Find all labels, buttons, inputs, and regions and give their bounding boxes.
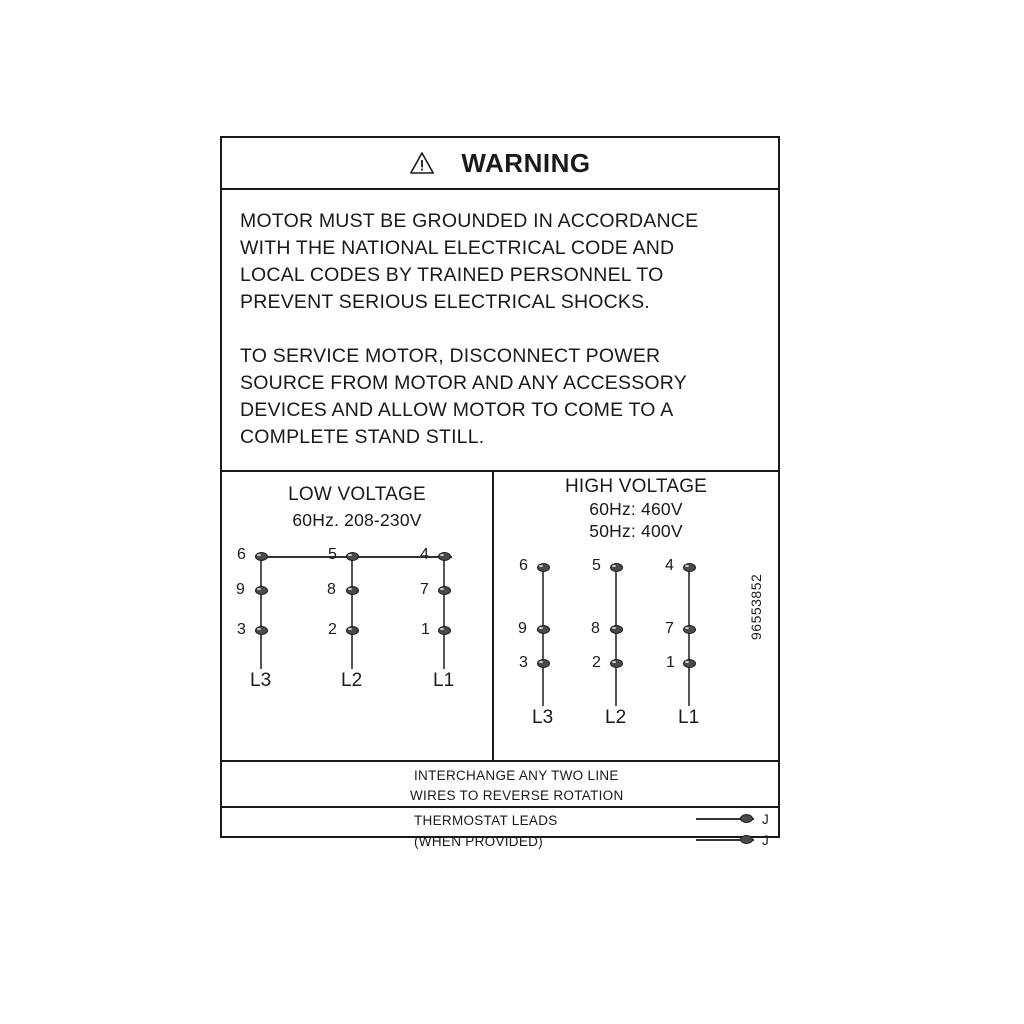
terminal-label-4: 4	[665, 557, 674, 574]
high-voltage-subtitle-50hz: 50Hz: 400V	[589, 521, 683, 541]
terminal-node	[438, 626, 451, 635]
wire-3-to-l3	[542, 664, 544, 706]
wire-5-to-8	[351, 559, 353, 589]
terminal-label-8: 8	[591, 620, 600, 637]
wire-9-to-3	[542, 630, 544, 662]
low-voltage-title: LOW VOLTAGE	[288, 484, 426, 505]
warning-p2-l2: SOURCE FROM MOTOR AND ANY ACCESSORY	[240, 372, 687, 394]
warning-p2-l1: TO SERVICE MOTOR, DISCONNECT POWER	[240, 345, 661, 367]
high-voltage-pane	[494, 472, 778, 760]
warning-p2-l4: COMPLETE STAND STILL.	[240, 426, 485, 448]
low-voltage-subtitle: 60Hz. 208-230V	[292, 510, 422, 530]
terminal-label-3: 3	[519, 654, 528, 671]
wire-6-to-9	[260, 559, 262, 589]
thermostat-terminal-label-j1: J	[762, 812, 769, 827]
terminal-node	[537, 659, 550, 668]
thermostat-terminal-node	[740, 835, 753, 844]
terminal-label-9: 9	[236, 581, 245, 598]
warning-p2-l3: DEVICES AND ALLOW MOTOR TO COME TO A	[240, 399, 674, 421]
terminal-label-4: 4	[420, 546, 429, 563]
terminal-label-5: 5	[592, 557, 601, 574]
line-label-l2: L2	[605, 707, 627, 728]
terminal-label-1: 1	[421, 621, 430, 638]
wire-2-to-l2	[351, 631, 353, 669]
line-label-l2: L2	[341, 670, 363, 691]
line-label-l3: L3	[250, 670, 272, 691]
line-label-l1: L1	[678, 707, 700, 728]
line-label-l3: L3	[532, 707, 554, 728]
thermostat-label-line2: (WHEN PROVIDED)	[414, 834, 543, 849]
terminal-label-3: 3	[237, 621, 246, 638]
low-voltage-pane	[222, 472, 494, 760]
warning-text-block	[222, 190, 778, 472]
voltage-diagrams-row	[222, 472, 778, 762]
terminal-label-6: 6	[519, 557, 528, 574]
rotation-note-line1: INTERCHANGE ANY TWO LINE	[414, 768, 619, 783]
terminal-node	[346, 626, 359, 635]
high-voltage-title: HIGH VOLTAGE	[564, 476, 708, 497]
terminal-node	[537, 625, 550, 634]
paragraph-spacer	[240, 316, 778, 343]
rotation-note-line2: WIRES TO REVERSE ROTATION	[410, 788, 624, 803]
terminal-node	[255, 626, 268, 635]
warning-p1-l4: PREVENT SERIOUS ELECTRICAL SHOCKS.	[240, 291, 650, 313]
warning-p1-l3: LOCAL CODES BY TRAINED PERSONNEL TO	[240, 264, 664, 286]
terminal-node	[255, 552, 268, 561]
terminal-label-5: 5	[328, 546, 337, 563]
part-number-label: 96553852	[748, 573, 764, 640]
terminal-node	[346, 552, 359, 561]
terminal-label-1: 1	[666, 654, 675, 671]
wire-1-to-l1	[443, 631, 445, 669]
thermostat-terminal-label-j2: J	[762, 833, 769, 848]
wire-5-to-8	[615, 570, 617, 628]
wire-9-to-3	[260, 591, 262, 629]
thermostat-leads-band	[222, 808, 778, 854]
wire-4-to-7	[688, 570, 690, 628]
terminal-label-9: 9	[518, 620, 527, 637]
terminal-label-2: 2	[592, 654, 601, 671]
terminal-node	[255, 586, 268, 595]
terminal-node	[683, 625, 696, 634]
wire-8-to-2	[615, 630, 617, 662]
line-label-l1: L1	[433, 670, 455, 691]
terminal-node	[610, 659, 623, 668]
high-voltage-subtitle-60hz: 60Hz: 460V	[589, 499, 683, 519]
wire-2-to-l2	[615, 664, 617, 706]
terminal-node	[610, 625, 623, 634]
terminal-node	[683, 563, 696, 572]
wire-7-to-1	[443, 591, 445, 629]
warning-title: WARNING	[461, 147, 591, 178]
terminal-node	[683, 659, 696, 668]
high-voltage-wiring-diagram	[494, 542, 778, 742]
terminal-label-7: 7	[420, 581, 429, 598]
terminal-label-6: 6	[237, 546, 246, 563]
wire-1-to-l1	[688, 664, 690, 706]
terminal-node	[346, 586, 359, 595]
warning-header	[222, 138, 778, 190]
terminal-label-2: 2	[328, 621, 337, 638]
terminal-label-8: 8	[327, 581, 336, 598]
thermostat-terminal-node	[740, 814, 753, 823]
terminal-node	[610, 563, 623, 572]
thermostat-label-line1: THERMOSTAT LEADS	[414, 813, 558, 828]
rotation-note-band	[222, 762, 778, 808]
wire-8-to-2	[351, 591, 353, 629]
terminal-node	[537, 563, 550, 572]
wire-3-to-l3	[260, 631, 262, 669]
low-voltage-wiring-diagram	[222, 531, 492, 731]
terminal-label-7: 7	[665, 620, 674, 637]
wire-6-to-9	[542, 570, 544, 628]
terminal-node	[438, 552, 451, 561]
wire-7-to-1	[688, 630, 690, 662]
terminal-node	[438, 586, 451, 595]
warning-p1-l1: MOTOR MUST BE GROUNDED IN ACCORDANCE	[240, 210, 699, 232]
motor-connection-nameplate	[220, 136, 780, 849]
warning-p1-l2: WITH THE NATIONAL ELECTRICAL CODE AND	[240, 237, 675, 259]
warning-triangle-icon	[409, 151, 435, 175]
wire-4-to-7	[443, 559, 445, 589]
